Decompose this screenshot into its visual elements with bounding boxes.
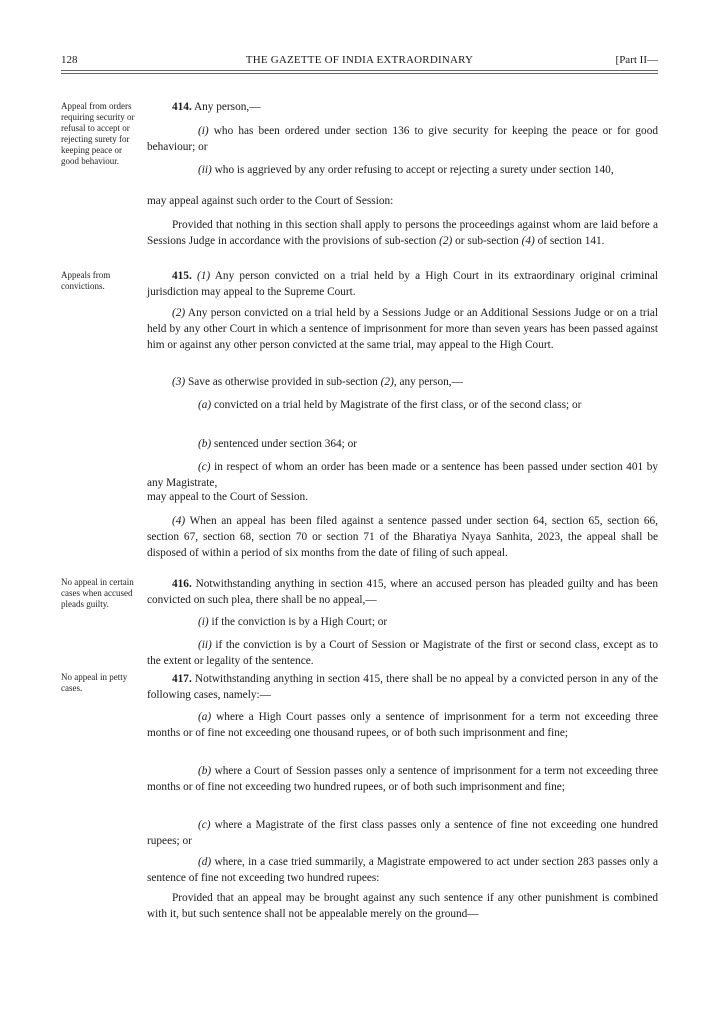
proviso-text: Provided that nothing in this section shall apply to persons the proceedings against whom are laid before a Sessions Judge in accordance with the provisions of sub-section bbox=[147, 219, 658, 247]
proviso-text: or sub-section bbox=[452, 235, 522, 247]
subsection-mark: (2) bbox=[380, 376, 394, 388]
clause-text: in respect of whom an order has been made or a sentence has been passed under section 401 by any Magistrate, bbox=[147, 461, 658, 489]
section-number: 417. bbox=[172, 673, 192, 685]
section-number: 416. bbox=[172, 578, 192, 590]
subsection-text: When an appeal has been filed against a sentence passed under section 64, section 65, section 66, section 67, section 68, section 70 or section 71 of the Bharatiya Nyaya Sanhita, 2023, the appeal shall be disposed of within a period of six months from the date of filing of such appeal. bbox=[147, 515, 658, 559]
clause-mark: (c) bbox=[198, 461, 211, 473]
section-415-4 bbox=[147, 513, 658, 561]
subsection-mark: (2) bbox=[439, 235, 453, 247]
tail-text: may appeal against such order to the Court of Session: bbox=[147, 195, 394, 207]
subsection-mark: (2) bbox=[172, 307, 186, 319]
clause-415-a bbox=[147, 397, 658, 413]
clause-417-c bbox=[147, 817, 658, 849]
clause-mark: (a) bbox=[198, 399, 212, 411]
tail-text: may appeal to the Court of Session. bbox=[147, 491, 308, 503]
clause-417-a bbox=[147, 709, 658, 741]
clause-text: if the conviction is by a Court of Session or Magistrate of the first or second class, except as to the extent or legality of the sentence. bbox=[147, 639, 658, 667]
section-417 bbox=[147, 671, 658, 703]
proviso-417 bbox=[147, 890, 658, 922]
proviso-text: Provided that an appeal may be brought against any such sentence if any other punishment is combined with it, but such sentence shall not be appealable merely on the ground— bbox=[147, 892, 658, 920]
clause-mark: (a) bbox=[198, 711, 212, 723]
clause-mark: (c) bbox=[198, 819, 211, 831]
margin-note-414: Appeal from orders requiring security or refusal to accept or rejecting surety for keeping peace or good behaviour. bbox=[61, 101, 135, 166]
section-number: 414. bbox=[172, 101, 192, 113]
section-416 bbox=[147, 576, 658, 608]
section-lead: Any person,— bbox=[191, 101, 261, 113]
section-lead: Notwithstanding anything in section 415, there shall be no appeal by a convicted person in any of the following cases, namely:— bbox=[147, 673, 658, 701]
subsection-mark: (1) bbox=[197, 270, 211, 282]
tail-415 bbox=[147, 489, 658, 505]
proviso-text: of section 141. bbox=[534, 235, 605, 247]
subsection-mark: (3) bbox=[172, 376, 186, 388]
section-415-1 bbox=[147, 268, 658, 300]
clause-mark: (ii) bbox=[198, 164, 212, 176]
page-number: 128 bbox=[61, 54, 78, 66]
clause-text: where a High Court passes only a sentence of imprisonment for a term not exceeding three months or of fine not exceeding one thousand rupees, or of both such imprisonment and fine; bbox=[147, 711, 658, 739]
header-rule-top bbox=[61, 70, 658, 71]
clause-417-d bbox=[147, 854, 658, 886]
clause-text: sentenced under section 364; or bbox=[211, 438, 358, 450]
section-414 bbox=[147, 99, 658, 115]
clause-415-b bbox=[147, 436, 658, 452]
section-lead: Notwithstanding anything in section 415, where an accused person has pleaded guilty and has been convicted on such plea, there shall be no appeal,— bbox=[147, 578, 658, 606]
clause-417-b bbox=[147, 763, 658, 795]
clause-text: convicted on a trial held by Magistrate of the first class, or of the second class; or bbox=[211, 399, 582, 411]
clause-mark: (b) bbox=[198, 438, 212, 450]
section-number: 415. bbox=[172, 270, 192, 282]
clause-414-i bbox=[147, 123, 658, 155]
clause-416-i bbox=[147, 614, 658, 630]
clause-mark: (d) bbox=[198, 856, 212, 868]
tail-414 bbox=[147, 193, 658, 209]
subsection-text: Save as otherwise provided in sub-section bbox=[185, 376, 381, 388]
header-rule-bottom bbox=[61, 73, 658, 74]
margin-note-417: No appeal in petty cases. bbox=[61, 672, 128, 693]
clause-text: where, in a case tried summarily, a Magistrate empowered to act under section 283 passes only a sentence of fine not exceeding two hundred rupees: bbox=[147, 856, 658, 884]
clause-text: who is aggrieved by any order refusing to accept or rejecting a surety under section 140, bbox=[211, 164, 614, 176]
clause-text: if the conviction is by a High Court; or bbox=[208, 616, 388, 628]
subsection-mark: (4) bbox=[172, 515, 186, 527]
section-415-3 bbox=[147, 374, 658, 390]
gazette-title: THE GAZETTE OF INDIA EXTRAORDINARY bbox=[245, 54, 474, 66]
clause-mark: (b) bbox=[198, 765, 212, 777]
clause-mark: (i) bbox=[198, 616, 209, 628]
section-415-2 bbox=[147, 305, 658, 353]
page-header bbox=[61, 54, 658, 68]
clause-415-c bbox=[147, 459, 658, 491]
clause-mark: (ii) bbox=[198, 639, 212, 651]
clause-text: where a Magistrate of the first class passes only a sentence of fine not exceeding one hundred rupees; or bbox=[147, 819, 658, 847]
clause-414-ii bbox=[147, 162, 658, 178]
subsection-text: Any person convicted on a trial held by a Sessions Judge or an Additional Sessions Judge or on a trial held by any other Court in which a sentence of imprisonment for more than seven years has been passed against him or against any other person convicted at the same trial, may appeal to the High Court. bbox=[147, 307, 658, 351]
subsection-text: , any person,— bbox=[393, 376, 463, 388]
margin-note-415: Appeals from convictions. bbox=[61, 270, 111, 291]
subsection-text: Any person convicted on a trial held by a High Court in its extraordinary original criminal jurisdiction may appeal to the Supreme Court. bbox=[147, 270, 659, 298]
clause-416-ii bbox=[147, 637, 658, 669]
clause-text: who has been ordered under section 136 to give security for keeping the peace or for good behaviour; or bbox=[147, 125, 658, 153]
clause-text: where a Court of Session passes only a sentence of imprisonment for a term not exceeding three months or of fine not exceeding two hundred rupees, or of both such imprisonment and fine; bbox=[147, 765, 658, 793]
subsection-mark: (4) bbox=[521, 235, 535, 247]
section-heading bbox=[147, 99, 658, 115]
clause-mark: (i) bbox=[198, 125, 209, 137]
proviso-414 bbox=[147, 217, 658, 249]
margin-note-416: No appeal in certain cases when accused pleads guilty. bbox=[61, 577, 134, 609]
part-label: [Part II— bbox=[615, 54, 658, 66]
